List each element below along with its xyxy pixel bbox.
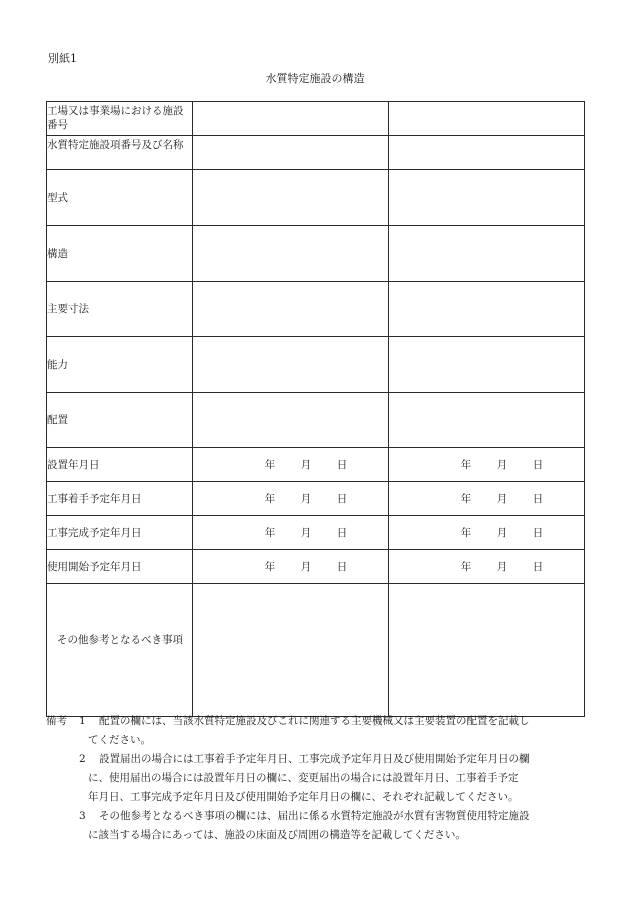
table-row bbox=[47, 136, 585, 170]
input-cell[interactable] bbox=[389, 226, 585, 282]
month-unit: 月 bbox=[300, 459, 312, 471]
table-row bbox=[47, 550, 585, 584]
input-cell[interactable] bbox=[193, 337, 389, 393]
row-label-installation-date: 設置年月日 bbox=[47, 448, 193, 482]
notes-heading: 備考 bbox=[46, 715, 67, 727]
facility-structure-table bbox=[46, 101, 585, 717]
row-label-layout: 配置 bbox=[47, 393, 193, 448]
month-unit: 月 bbox=[496, 493, 508, 505]
day-unit: 日 bbox=[336, 459, 348, 471]
year-unit: 年 bbox=[460, 459, 472, 471]
month-unit: 月 bbox=[496, 561, 508, 573]
table-row bbox=[47, 516, 585, 550]
year-unit: 年 bbox=[460, 493, 472, 505]
day-unit: 日 bbox=[532, 561, 544, 573]
row-label-capacity: 能力 bbox=[47, 337, 193, 393]
note-text-continued: に、使用届出の場合には設置年月日の欄に、変更届出の場合には設置年月日、工事着手予定 bbox=[88, 772, 519, 784]
year-unit: 年 bbox=[264, 459, 276, 471]
year-unit: 年 bbox=[460, 527, 472, 539]
input-cell[interactable] bbox=[193, 282, 389, 337]
day-unit: 日 bbox=[336, 493, 348, 505]
row-label-other-reference-items: その他参考となるべき事項 bbox=[47, 584, 193, 717]
note-number: 3 bbox=[79, 810, 86, 822]
year-unit: 年 bbox=[264, 527, 276, 539]
input-cell[interactable] bbox=[193, 226, 389, 282]
note-number: 1 bbox=[79, 715, 86, 727]
table-row bbox=[47, 102, 585, 136]
notes-section bbox=[46, 712, 586, 845]
input-cell[interactable] bbox=[389, 584, 585, 717]
date-cell[interactable] bbox=[389, 550, 585, 584]
table-row bbox=[47, 482, 585, 516]
input-cell[interactable] bbox=[389, 170, 585, 226]
note-text: 設置届出の場合には工事着手予定年月日、工事完成予定年月日及び使用開始予定年月日の欄 bbox=[99, 753, 530, 765]
date-cell[interactable] bbox=[193, 516, 389, 550]
row-label-type: 型式 bbox=[47, 170, 193, 226]
input-cell[interactable] bbox=[193, 393, 389, 448]
month-unit: 月 bbox=[300, 493, 312, 505]
table-row bbox=[47, 584, 585, 717]
document-title: 水質特定施設の構造 bbox=[265, 72, 365, 85]
date-cell[interactable] bbox=[389, 448, 585, 482]
day-unit: 日 bbox=[336, 527, 348, 539]
date-cell[interactable] bbox=[193, 550, 389, 584]
note-text-continued: に該当する場合にあっては、施設の床面及び周囲の構造等を記載してください。 bbox=[88, 829, 466, 841]
table-row bbox=[47, 282, 585, 337]
note-text: その他参考となるべき事項の欄には、届出に係る水質特定施設が水質有害物質使用特定施設 bbox=[99, 810, 530, 822]
note-text-continued: 年月日、工事完成予定年月日及び使用開始予定年月日の欄に、それぞれ記載してください。 bbox=[88, 791, 519, 803]
date-cell[interactable] bbox=[389, 516, 585, 550]
row-label-facility-number: 工場又は事業場における施設番号 bbox=[47, 102, 193, 136]
note-number: 2 bbox=[79, 753, 86, 765]
input-cell[interactable] bbox=[193, 170, 389, 226]
year-unit: 年 bbox=[264, 493, 276, 505]
date-cell[interactable] bbox=[193, 482, 389, 516]
day-unit: 日 bbox=[532, 459, 544, 471]
day-unit: 日 bbox=[532, 493, 544, 505]
input-cell[interactable] bbox=[193, 136, 389, 170]
row-label-item-number-name: 水質特定施設項番号及び名称 bbox=[47, 136, 193, 170]
row-label-use-start-date: 使用開始予定年月日 bbox=[47, 550, 193, 584]
year-unit: 年 bbox=[460, 561, 472, 573]
month-unit: 月 bbox=[496, 459, 508, 471]
input-cell[interactable] bbox=[389, 337, 585, 393]
table-row bbox=[47, 170, 585, 226]
table-row bbox=[47, 393, 585, 448]
row-label-main-dimensions: 主要寸法 bbox=[47, 282, 193, 337]
table-row bbox=[47, 226, 585, 282]
input-cell[interactable] bbox=[389, 282, 585, 337]
note-text: 配置の欄には、当該水質特定施設及びこれに関連する主要機械又は主要装置の配置を記載し bbox=[99, 715, 530, 727]
date-cell[interactable] bbox=[193, 448, 389, 482]
day-unit: 日 bbox=[532, 527, 544, 539]
input-cell[interactable] bbox=[389, 393, 585, 448]
input-cell[interactable] bbox=[389, 136, 585, 170]
month-unit: 月 bbox=[300, 561, 312, 573]
month-unit: 月 bbox=[496, 527, 508, 539]
row-label-construction-completion-date: 工事完成予定年月日 bbox=[47, 516, 193, 550]
input-cell[interactable] bbox=[193, 584, 389, 717]
month-unit: 月 bbox=[300, 527, 312, 539]
input-cell[interactable] bbox=[389, 102, 585, 136]
note-text-continued: てください。 bbox=[88, 734, 151, 746]
year-unit: 年 bbox=[264, 561, 276, 573]
table-row bbox=[47, 337, 585, 393]
day-unit: 日 bbox=[336, 561, 348, 573]
row-label-construction-start-date: 工事着手予定年月日 bbox=[47, 482, 193, 516]
table-row bbox=[47, 448, 585, 482]
date-cell[interactable] bbox=[389, 482, 585, 516]
row-label-structure: 構造 bbox=[47, 226, 193, 282]
input-cell[interactable] bbox=[193, 102, 389, 136]
attachment-label: 別紙1 bbox=[48, 52, 77, 65]
